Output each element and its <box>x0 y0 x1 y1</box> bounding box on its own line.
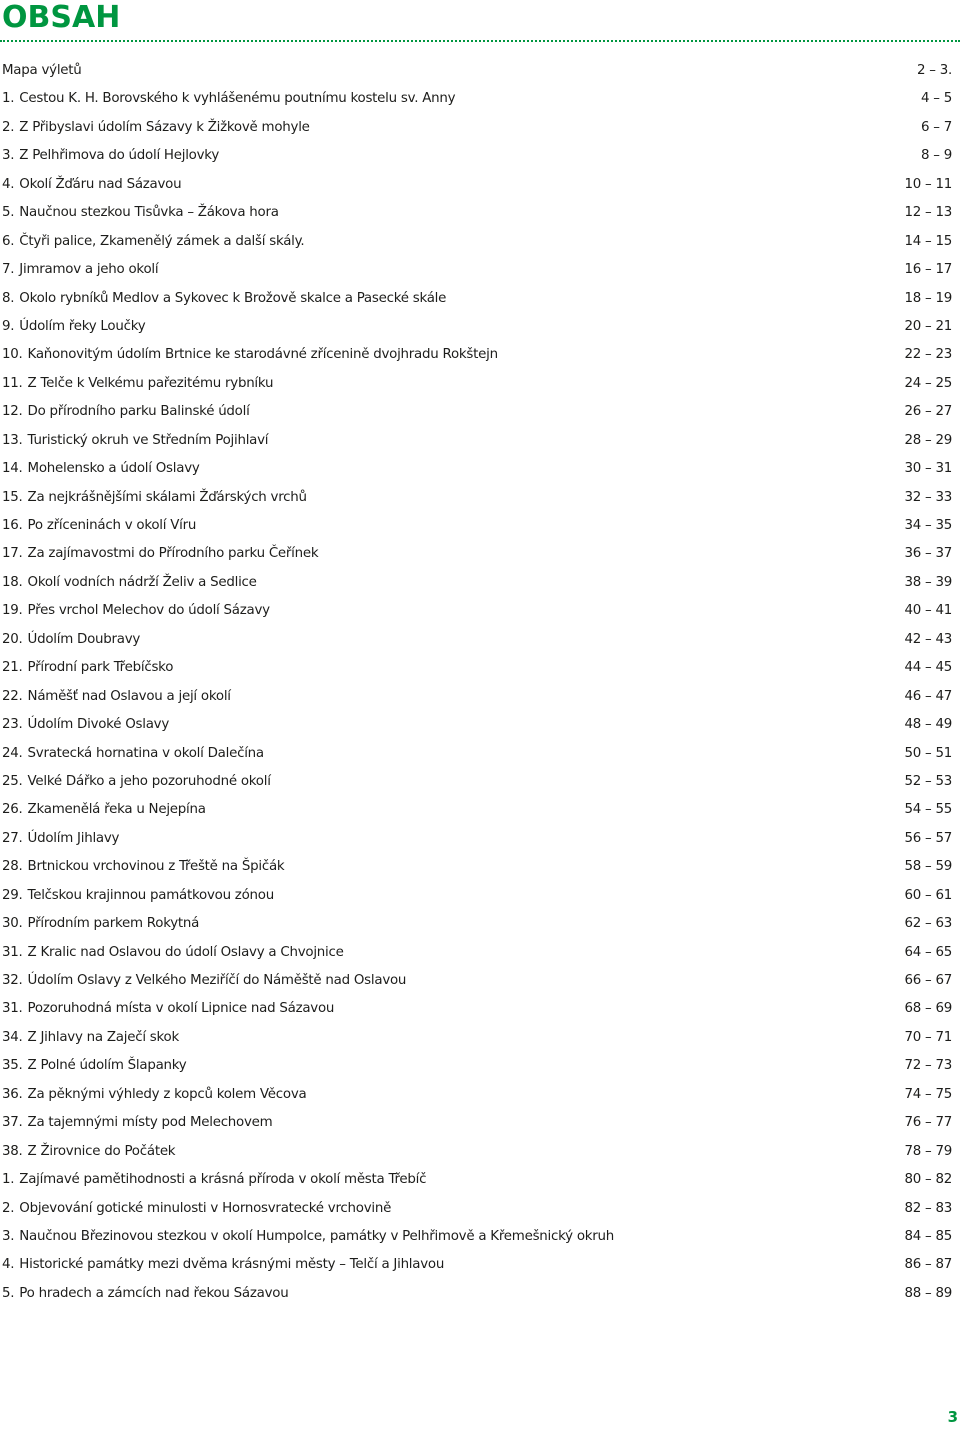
toc-entry-number: 17. <box>2 546 23 562</box>
toc-entry-number: 4. <box>2 176 15 192</box>
toc-entry-title: Za tajemnými místy pod Melechovem <box>27 1115 273 1131</box>
toc-entry-number: 1. <box>2 91 15 107</box>
toc-entry-pages: 88 – 89 <box>904 1285 952 1301</box>
toc-entry[interactable] <box>2 939 952 967</box>
toc-entry-title: Po hradech a zámcích nad řekou Sázavou <box>19 1285 289 1301</box>
toc-entry-pages: 2 – 3. <box>916 63 952 78</box>
toc-entry-number: 26. <box>2 802 23 818</box>
toc-entry-number: 5. <box>2 1285 15 1301</box>
toc-entry-number: 5. <box>2 205 15 221</box>
toc-entry-title: Okolí Žďáru nad Sázavou <box>19 176 182 192</box>
page-title: OBSAH <box>2 0 121 35</box>
toc-entry-pages: 66 – 67 <box>904 973 952 988</box>
toc-entry[interactable] <box>2 199 952 227</box>
toc-entry-pages: 16 – 17 <box>904 262 952 278</box>
toc-entry[interactable] <box>2 256 952 284</box>
toc-entry-pages: 86 – 87 <box>904 1257 952 1273</box>
toc-entry-pages: 20 – 21 <box>904 318 952 334</box>
toc-entry[interactable] <box>2 1024 952 1052</box>
toc-entry-title: Z Žirovnice do Počátek <box>27 1143 176 1159</box>
toc-entry[interactable] <box>2 1081 952 1109</box>
toc-entry-title: Cestou K. H. Borovského k vyhlášenému poutnímu kostelu sv. Anny <box>19 91 456 107</box>
toc-entry-title: Naučnou stezkou Tisůvka – Žákova hora <box>19 205 279 221</box>
toc-entry-title: Objevování gotické minulosti v Hornosvratecké vrchovině <box>19 1200 392 1216</box>
toc-entry-number: 25. <box>2 773 23 789</box>
toc-entry[interactable] <box>2 1280 952 1308</box>
toc-entry-pages: 40 – 41 <box>904 603 952 619</box>
toc-entry-number: 2. <box>2 119 15 135</box>
toc-entry-pages: 70 – 71 <box>904 1029 952 1045</box>
toc-entry-pages: 24 – 25 <box>904 375 952 391</box>
toc-entry-title: Mohelensko a údolí Oslavy <box>27 461 200 477</box>
toc-entry[interactable] <box>2 370 952 398</box>
toc-entry-pages: 76 – 77 <box>904 1115 952 1131</box>
toc-entry[interactable] <box>2 285 952 313</box>
toc-entry-pages: 26 – 27 <box>904 404 952 420</box>
toc-entry-pages: 78 – 79 <box>904 1143 952 1159</box>
toc-entry-number: 6. <box>2 233 15 249</box>
toc-entry[interactable] <box>2 171 952 199</box>
toc-entry-number: 20. <box>2 631 23 647</box>
toc-entry-number: 18. <box>2 574 23 590</box>
toc-entry-number: 1. <box>2 1172 15 1188</box>
toc-entry[interactable] <box>2 654 952 682</box>
toc-entry-number: 14. <box>2 461 23 477</box>
toc-entry-number: 3. <box>2 1228 15 1244</box>
toc-entry-number: 21. <box>2 660 23 676</box>
toc-entry-number: 16. <box>2 518 23 533</box>
toc-entry[interactable] <box>2 569 952 597</box>
toc-entry[interactable] <box>2 57 952 85</box>
toc-entry-pages: 44 – 45 <box>904 660 952 676</box>
toc-entry-pages: 82 – 83 <box>904 1200 952 1216</box>
toc-entry-title: Za nejkrášnějšími skálami Žďárských vrchů <box>27 489 307 505</box>
toc-entry-title: Mapa výletů <box>2 63 82 78</box>
toc-entry-title: Čtyři palice, Zkamenělý zámek a další skály. <box>19 233 305 249</box>
toc-entry[interactable] <box>2 597 952 625</box>
toc-entry-title: Z Přibyslavi údolím Sázavy k Žižkově mohyle <box>19 119 310 135</box>
toc-entry-pages: 58 – 59 <box>904 859 952 875</box>
toc-entry-pages: 84 – 85 <box>904 1228 952 1244</box>
toc-entry-title: Po zříceninách v okolí Víru <box>27 518 197 533</box>
toc-entry-title: Z Telče k Velkému pařezitému rybníku <box>27 375 274 391</box>
toc-entry-title: Pozoruhodná místa v okolí Lipnice nad Sázavou <box>27 1001 335 1017</box>
toc-entry[interactable] <box>2 142 952 170</box>
toc-entry-title: Z Jihlavy na Zaječí skok <box>27 1029 179 1045</box>
toc-entry-pages: 64 – 65 <box>904 944 952 960</box>
toc-entry-number: 19. <box>2 603 23 619</box>
toc-entry-title: Zajímavé pamětihodnosti a krásná příroda v okolí města Třebíč <box>19 1172 427 1188</box>
toc-entry-title: Telčskou krajinnou památkovou zónou <box>27 887 274 903</box>
toc-entry[interactable] <box>2 512 952 540</box>
toc-entry[interactable] <box>2 1166 952 1194</box>
toc-entry-title: Naučnou Březinovou stezkou v okolí Humpolce, památky v Pelhřimově a Křemešnický okruh <box>19 1228 614 1244</box>
toc-entry-number: 4. <box>2 1257 15 1273</box>
toc-entry-pages: 14 – 15 <box>904 233 952 249</box>
toc-entry-number: 8. <box>2 290 15 306</box>
toc-entry[interactable] <box>2 228 952 256</box>
toc-entry-pages: 6 – 7 <box>921 119 952 135</box>
toc-entry-title: Z Kralic nad Oslavou do údolí Oslavy a Chvojnice <box>27 944 344 960</box>
toc-entry-title: Přírodním parkem Rokytná <box>27 916 200 932</box>
toc-entry-title: Přes vrchol Melechov do údolí Sázavy <box>27 603 270 619</box>
toc-entry-pages: 10 – 11 <box>904 176 952 192</box>
toc-entry-title: Jimramov a jeho okolí <box>19 262 159 278</box>
toc-entry-pages: 48 – 49 <box>904 717 952 733</box>
toc-entry-number: 13. <box>2 432 23 448</box>
toc-entry-number: 30. <box>2 916 23 932</box>
toc-entry[interactable] <box>2 455 952 483</box>
toc-entry[interactable] <box>2 540 952 568</box>
toc-entry-number: 10. <box>2 347 23 363</box>
toc-entry-pages: 4 – 5 <box>921 91 952 107</box>
title-divider <box>0 40 960 42</box>
toc-entry-number: 12. <box>2 404 23 420</box>
toc-entry-number: 32. <box>2 973 23 988</box>
toc-entry-number: 36. <box>2 1086 23 1102</box>
toc-entry-title: Do přírodního parku Balinské údolí <box>27 404 250 420</box>
toc-entry[interactable] <box>2 882 952 910</box>
toc-entry[interactable] <box>2 85 952 113</box>
toc-entry-pages: 74 – 75 <box>904 1086 952 1102</box>
toc-entry-title: Svratecká hornatina v okolí Dalečína <box>27 745 264 761</box>
toc-entry[interactable] <box>2 1195 952 1223</box>
toc-entry-pages: 54 – 55 <box>904 802 952 818</box>
toc-entry-number: 24. <box>2 745 23 761</box>
toc-entry-pages: 60 – 61 <box>904 887 952 903</box>
toc-entry-title: Okolí vodních nádrží Želiv a Sedlice <box>27 574 257 590</box>
toc-entry-number: 2. <box>2 1200 15 1216</box>
toc-entry-pages: 62 – 63 <box>904 916 952 932</box>
toc-entry-title: Údolím Jihlavy <box>27 830 120 846</box>
toc-entry-title: Turistický okruh ve Středním Pojihlaví <box>27 432 269 448</box>
toc-entry[interactable] <box>2 484 952 512</box>
toc-entry-title: Brtnickou vrchovinou z Třeště na Špičák <box>27 859 285 875</box>
toc-entry-number: 31. <box>2 944 23 960</box>
toc-entry[interactable] <box>2 1223 952 1251</box>
toc-entry-pages: 38 – 39 <box>904 574 952 590</box>
page-number: 3 <box>947 1408 958 1426</box>
toc-entry-number: 35. <box>2 1058 23 1074</box>
toc-entry-title: Údolím Divoké Oslavy <box>27 717 169 733</box>
toc-entry[interactable] <box>2 626 952 654</box>
toc-entry[interactable] <box>2 1109 952 1137</box>
toc-entry[interactable] <box>2 1251 952 1279</box>
toc-entry-number: 31. <box>2 1001 23 1017</box>
toc-entry-pages: 52 – 53 <box>904 773 952 789</box>
toc-entry-title: Zkamenělá řeka u Nejepína <box>27 802 206 818</box>
toc-entry-title: Historické památky mezi dvěma krásnými městy – Telčí a Jihlavou <box>19 1257 445 1273</box>
toc-entry[interactable] <box>2 1052 952 1080</box>
toc-entry-pages: 32 – 33 <box>904 489 952 505</box>
toc-entry-pages: 46 – 47 <box>904 688 952 704</box>
toc-entry-number: 38. <box>2 1143 23 1159</box>
toc-entry-number: 23. <box>2 717 23 733</box>
toc-entry-pages: 42 – 43 <box>904 631 952 647</box>
toc-entry[interactable] <box>2 427 952 455</box>
toc-entry-pages: 80 – 82 <box>904 1172 952 1188</box>
toc-entry-pages: 8 – 9 <box>921 148 952 164</box>
toc-entry-title: Údolím Oslavy z Velkého Meziříčí do Náměště nad Oslavou <box>27 973 407 988</box>
toc-entry-number: 37. <box>2 1115 23 1131</box>
toc-entry-title: Okolo rybníků Medlov a Sykovec k Brožově skalce a Pasecké skále <box>19 290 447 306</box>
toc-entry-number: 3. <box>2 148 15 164</box>
toc-entry[interactable] <box>2 967 952 995</box>
toc-entry[interactable] <box>2 313 952 341</box>
toc-entry[interactable] <box>2 825 952 853</box>
toc-entry-pages: 34 – 35 <box>904 518 952 533</box>
toc-entry[interactable] <box>2 1138 952 1166</box>
toc-entry[interactable] <box>2 398 952 426</box>
toc-entry[interactable] <box>2 114 952 142</box>
toc-entry-number: 9. <box>2 318 15 334</box>
toc-entry-title: Údolím Doubravy <box>27 631 141 647</box>
toc-entry[interactable] <box>2 995 952 1023</box>
toc-entry[interactable] <box>2 853 952 881</box>
toc-entry[interactable] <box>2 768 952 796</box>
toc-entry[interactable] <box>2 711 952 739</box>
toc-entry-pages: 36 – 37 <box>904 546 952 562</box>
toc-entry-pages: 28 – 29 <box>904 432 952 448</box>
toc-entry-pages: 12 – 13 <box>904 205 952 221</box>
toc-entry-number: 7. <box>2 262 15 278</box>
toc-entry-title: Za zajímavostmi do Přírodního parku Čeřínek <box>27 546 319 562</box>
toc-entry[interactable] <box>2 683 952 711</box>
table-of-contents <box>2 57 952 1308</box>
toc-entry-number: 29. <box>2 887 23 903</box>
toc-entry-title: Údolím řeky Loučky <box>19 318 146 334</box>
toc-entry-title: Z Polné údolím Šlapanky <box>27 1058 187 1074</box>
toc-entry-pages: 68 – 69 <box>904 1001 952 1017</box>
toc-entry-number: 34. <box>2 1029 23 1045</box>
toc-entry-number: 27. <box>2 830 23 846</box>
toc-entry[interactable] <box>2 796 952 824</box>
toc-entry[interactable] <box>2 740 952 768</box>
toc-entry-pages: 56 – 57 <box>904 830 952 846</box>
toc-entry-title: Náměšť nad Oslavou a její okolí <box>27 688 231 704</box>
toc-entry-number: 22. <box>2 688 23 704</box>
toc-entry-title: Z Pelhřimova do údolí Hejlovky <box>19 148 219 164</box>
toc-entry[interactable] <box>2 341 952 369</box>
toc-entry-pages: 30 – 31 <box>904 461 952 477</box>
toc-entry-pages: 50 – 51 <box>904 745 952 761</box>
toc-entry-title: Přírodní park Třebíčsko <box>27 660 174 676</box>
toc-entry-pages: 18 – 19 <box>904 290 952 306</box>
toc-entry[interactable] <box>2 910 952 938</box>
toc-entry-pages: 72 – 73 <box>904 1058 952 1074</box>
toc-entry-title: Kaňonovitým údolím Brtnice ke starodávné zřícenině dvojhradu Rokštejn <box>27 347 498 363</box>
toc-entry-number: 28. <box>2 859 23 875</box>
toc-entry-number: 15. <box>2 489 23 505</box>
toc-entry-title: Za pěknými výhledy z kopců kolem Věcova <box>27 1086 307 1102</box>
toc-entry-number: 11. <box>2 375 23 391</box>
toc-entry-pages: 22 – 23 <box>904 347 952 363</box>
toc-entry-title: Velké Dářko a jeho pozoruhodné okolí <box>27 773 271 789</box>
